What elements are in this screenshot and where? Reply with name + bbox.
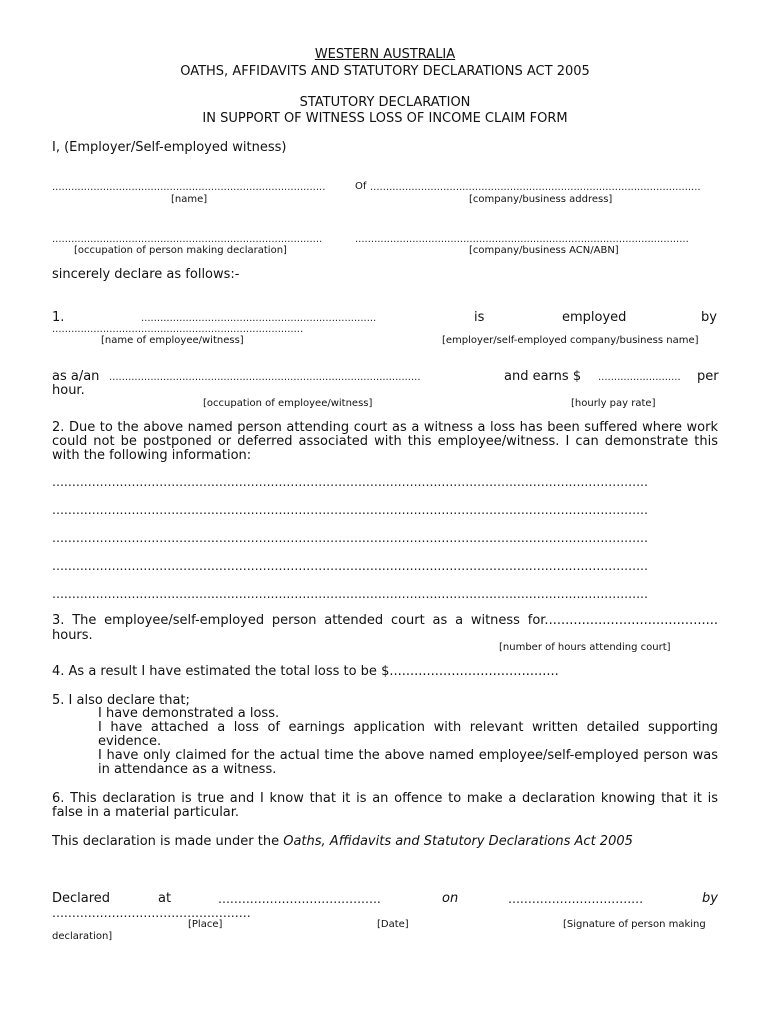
item5-intro: 5. I also declare that; [52,693,190,708]
date-caption: [Date] [377,919,409,930]
business-address-field[interactable]: ........................................................................................................ [370,182,701,193]
item1-employed: employed [562,310,627,325]
act-heading: OATHS, AFFIDAVITS AND STATUTORY DECLARATIONS ACT 2005 [180,64,590,79]
bullet-2-text: I have attached a loss of earnings application with relevant written detailed supporting evidence. [98,720,718,749]
information-line-1[interactable]: ...................................................................................................................................................... [52,474,649,489]
jurisdiction-heading: WESTERN AUSTRALIA [314,47,456,62]
employer-company-caption: [employer/self-employed company/business name] [442,335,699,346]
information-line-2[interactable]: ...................................................................................................................................................... [52,502,649,517]
made-under-prefix: This declaration is made under the [52,834,284,849]
item1-by: by [701,310,717,325]
per-label: per [697,369,719,384]
date-field[interactable]: .................................. [508,891,644,906]
signature-field[interactable]: .................................................. [52,905,251,920]
item3-hours: hours. [52,628,93,643]
item1-number: 1. [52,310,65,325]
form-subtitle: IN SUPPORT OF WITNESS LOSS OF INCOME CLAIM FORM [202,111,568,126]
name-caption: [name] [171,194,208,205]
signature-caption-cont: declaration] [52,931,113,942]
business-address-caption: [company/business address] [469,194,613,205]
bullet-1-text: I have demonstrated a loss. [98,706,280,721]
acn-abn-caption: [company/business ACN/ABN] [469,245,619,256]
declared-on-label: on [442,891,459,906]
signature-caption: [Signature of person making [563,919,706,930]
employee-occupation-field[interactable]: .................................................................................................. [109,372,421,383]
item2-statement: 2. Due to the above named person attending court as a witness a loss has been suffered where work could not be postponed or deferred associated with this employee/witness. I can demonstrate this with the following information: [52,420,718,463]
name-field[interactable]: ...................................................................................... [52,182,326,193]
information-line-5[interactable]: ...................................................................................................................................................... [52,586,649,601]
declarant-occupation-caption: [occupation of person making declaration] [74,245,287,256]
hourly-pay-caption: [hourly pay rate] [571,398,656,409]
acn-abn-field[interactable]: ......................................................................................................... [355,234,689,245]
item1-is: is [474,310,485,325]
declarant-occupation-field[interactable]: ..................................................................................... [52,234,323,245]
hourly-pay-field[interactable]: .......................... [598,372,681,383]
item6-statement: 6. This declaration is true and I know that it is an offence to make a declaration knowing that it is false in a material particular. [52,791,718,820]
item3-statement: 3. The employee/self-employed person attended court as a witness for.......................................... [52,613,718,628]
employer-company-field[interactable]: ............................................................................... [52,324,304,335]
place-caption: [Place] [188,919,223,930]
and-earns-label: and earns $ [504,369,582,384]
declared-at-label: at [158,891,172,906]
place-field[interactable]: ......................................... [218,891,381,906]
information-line-3[interactable]: ...................................................................................................................................................... [52,530,649,545]
item4-statement: 4. As a result I have estimated the total loss to be $......................................... [52,664,559,679]
employee-occupation-caption: [occupation of employee/witness] [203,398,373,409]
declared-label: Declared [52,891,111,906]
as-an-label: as a/an [52,369,100,384]
hour-label: hour. [52,383,85,398]
hours-caption: [number of hours attending court] [499,642,671,653]
employee-name-caption: [name of employee/witness] [101,335,244,346]
declarant-intro: I, (Employer/Self-employed witness) [52,140,287,155]
bullet-3-text: I have only claimed for the actual time the above named employee/self-employed person was in attendance as a witness. [98,748,718,777]
information-line-4[interactable]: ...................................................................................................................................................... [52,558,649,573]
declared-by-label: by [702,891,718,906]
declare-statement: sincerely declare as follows:- [52,267,240,282]
act-name-italic: Oaths, Affidavits and Statutory Declarations Act 2005 [283,834,633,849]
made-under-statement [52,834,633,849]
of-label: Of [355,181,367,192]
form-title: STATUTORY DECLARATION [299,95,471,110]
employee-name-field[interactable]: .......................................................................... [141,313,377,324]
